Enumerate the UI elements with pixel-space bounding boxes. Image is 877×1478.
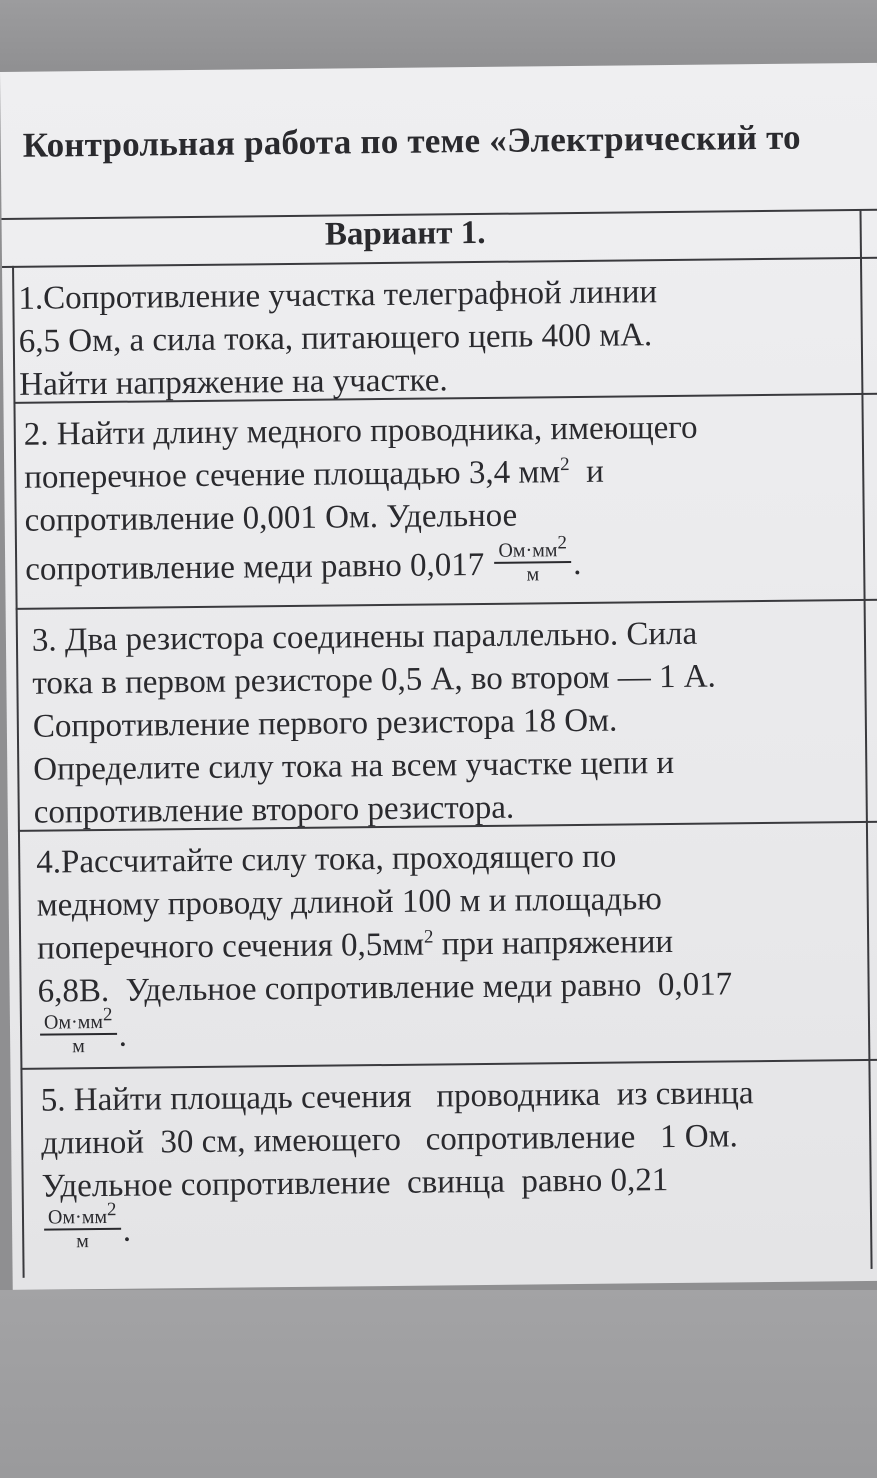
paper-sheet <box>0 63 877 1290</box>
question-line: $\frac{Ом\cdot мм^2}{м}$ . <box>38 1008 733 1062</box>
question-line: сопротивление 0,001 Ом. Удельное <box>24 497 518 539</box>
question-line: тока в первом резисторе 0,5 А, во втором — 1 А. <box>32 658 717 702</box>
question-line: 6,8В. Удельное сопротивление меди равно 0,017 <box>37 966 733 1010</box>
question-line: длиной 30 см, имеющего сопротивление 1 Ом. <box>41 1118 738 1162</box>
question-line: 4.Рассчитайте силу тока, проходящего по <box>36 838 617 881</box>
unit-fraction: $\frac{Ом\cdot мм^2}{м}$ <box>40 1011 117 1058</box>
row-divider <box>16 599 877 610</box>
table-border-right <box>859 209 872 1269</box>
variant-heading: Вариант 1. <box>324 214 486 253</box>
question-line: сопротивление меди равно 0,017 $\frac{Ом\cdot мм^2}{м}$ . <box>25 532 582 588</box>
background-surface <box>0 1290 877 1478</box>
question-line: $\frac{Ом\cdot мм^2}{м}$ . <box>42 1203 755 1257</box>
row-divider <box>2 257 877 268</box>
question-line: 2. Найти длину медного проводника, имеющего <box>23 409 698 453</box>
question-line: 1.Сопротивление участка телеграфной линии <box>18 274 658 317</box>
question-2 <box>24 407 700 595</box>
question-line: Удельное сопротивление свинца равно 0,21 <box>41 1162 669 1205</box>
question-line: сопротивление второго резистора. <box>33 789 515 831</box>
page-title: Контрольная работа по теме «Электрический то <box>22 117 801 165</box>
unit-fraction: $\frac{Ом\cdot мм^2}{м}$ <box>494 539 571 586</box>
question-1 <box>18 271 658 407</box>
question-5 <box>41 1072 756 1257</box>
question-line: медному проводу длиной 100 м и площадью <box>36 881 663 924</box>
question-line: Определите силу тока на всем участке цепи и <box>33 744 675 788</box>
question-line: поперечного сечения $0,5мм^2$ при напряжении <box>36 924 674 967</box>
question-line: 6,5 Ом, а сила тока, питающего цепь 400 мА. <box>18 317 653 360</box>
unit-fraction: $\frac{Ом\cdot мм^2}{м}$ <box>44 1206 121 1253</box>
question-line: поперечное сечение площадью 3,4 $мм^2$ и <box>24 453 604 496</box>
question-line: 5. Найти площадь сечения проводника из свинца <box>40 1075 754 1119</box>
question-4 <box>36 834 733 1062</box>
question-line: Сопротивление первого резистора 18 Ом. <box>32 702 618 745</box>
question-line: Найти напряжение на участке. <box>19 362 448 403</box>
question-3 <box>32 613 718 835</box>
question-line: 3. Два резистора соединены параллельно. Сила <box>31 615 698 659</box>
